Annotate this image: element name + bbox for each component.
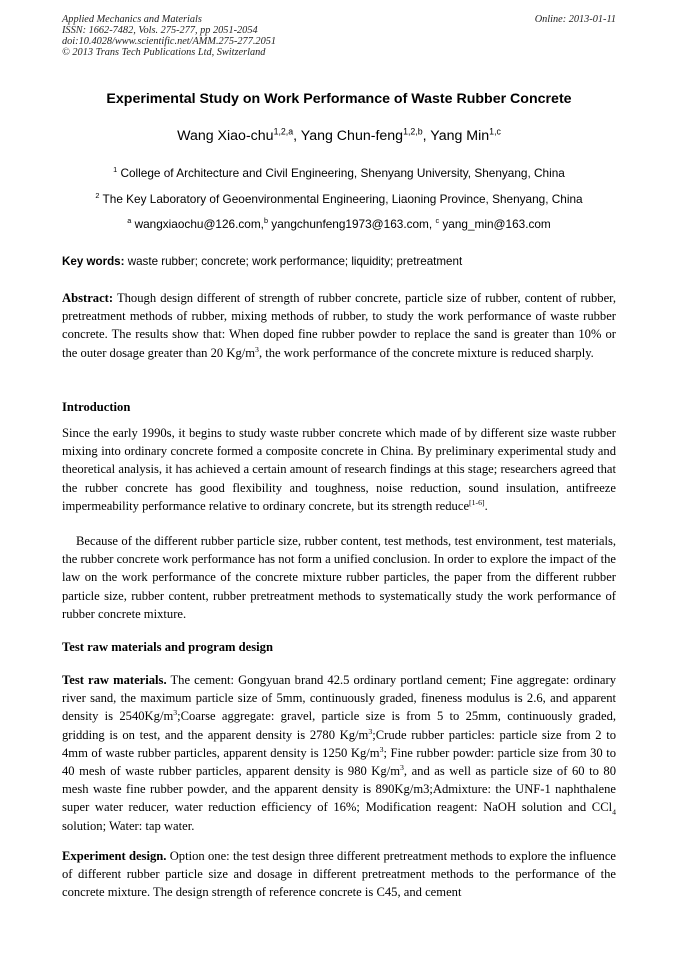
journal-name: Applied Mechanics and Materials bbox=[62, 14, 202, 25]
keywords-label: Key words: bbox=[62, 255, 125, 268]
issn-line: ISSN: 1662-7482, Vols. 275-277, pp 2051-2054 bbox=[62, 25, 258, 36]
affiliation-2 bbox=[0, 192, 678, 206]
abstract-label: Abstract: bbox=[62, 291, 114, 305]
raw-materials-text: ;Coarse aggregate: gravel, particle size is from 5 to 25mm, continuously graded, gridding is on test, and the apparent density is 2780 Kg/m bbox=[62, 709, 617, 742]
doi-line: doi:10.4028/www.scientific.net/AMM.275-277.2051 bbox=[62, 36, 277, 47]
affiliation-superscript: 1 bbox=[113, 165, 118, 175]
author-superscript: 1,2,b bbox=[403, 126, 423, 137]
email-link[interactable]: yang_min@163.com bbox=[442, 217, 551, 231]
citation-ref[interactable]: [1-6] bbox=[469, 497, 485, 507]
email-superscript: b bbox=[263, 216, 269, 226]
email-link[interactable]: yangchunfeng1973@163.com, bbox=[271, 217, 433, 231]
author-superscript: 1,c bbox=[489, 126, 501, 137]
raw-materials-paragraph bbox=[62, 671, 616, 835]
keywords bbox=[62, 255, 616, 268]
raw-materials-label: Test raw materials. bbox=[62, 673, 167, 687]
affiliation-1 bbox=[0, 166, 678, 180]
section-heading: Test raw materials and program design bbox=[62, 640, 273, 654]
author-emails bbox=[0, 217, 678, 231]
raw-materials-text: ; Fine rubber powder: particle size from 30 to 40 mesh of waste rubber particles, apparent density is 980 Kg/m bbox=[62, 745, 616, 779]
experiment-design-paragraph bbox=[62, 847, 616, 902]
copyright-line: © 2013 Trans Tech Publications Ltd, Switzerland bbox=[62, 47, 266, 58]
online-date: Online: 2013-01-11 bbox=[534, 14, 616, 25]
paper-title: Experimental Study on Work Performance of Waste Rubber Concrete bbox=[106, 91, 572, 107]
author-superscript: 1,2,a bbox=[273, 126, 294, 137]
raw-materials-text: The cement: Gongyuan brand 42.5 ordinary portland cement; Fine aggregate: ordinary river sand, the maximum particle size of 5mm, continuously graded, fineness modulus is 2.6, and apparent density is 2540Kg/m bbox=[62, 673, 617, 724]
unit-superscript: 3 bbox=[379, 744, 384, 754]
intro-text-end: . bbox=[484, 498, 488, 513]
introduction-paragraph-2: Because of the different rubber particle size, rubber content, test methods, test environment, test materials, the rubber concrete work performance has not form a unified conclusion. In order to explore the impact of the law on the work performance of the concrete mixture rubber particles, the paper from the different rubber particle size, rubber content, rubber pretreatment methods to systematically study the work performance of rubber concrete mixture. bbox=[62, 534, 616, 621]
author-name: Wang Xiao-chu bbox=[177, 128, 274, 144]
email-link[interactable]: wangxiaochu@126.com, bbox=[134, 217, 264, 231]
raw-materials-text: solution; Water: tap water. bbox=[62, 818, 195, 833]
experiment-design-label: Experiment design. bbox=[62, 849, 167, 863]
introduction-heading: Introduction bbox=[62, 400, 131, 414]
keywords-text: waste rubber; concrete; work performance; liquidity; pretreatment bbox=[127, 255, 463, 268]
affiliation-superscript: 2 bbox=[95, 191, 100, 201]
email-superscript: c bbox=[435, 216, 440, 226]
abstract-superscript: 3 bbox=[255, 344, 259, 354]
unit-superscript: 3 bbox=[368, 726, 373, 736]
affiliation-text: The Key Laboratory of Geoenvironmental Engineering, Liaoning Province, Shenyang, China bbox=[102, 192, 583, 206]
unit-superscript: 3 bbox=[173, 708, 178, 718]
raw-materials-text: , and as well as particle size of 60 to 80 mesh waste fine rubber powder, and the apparent density is 890Kg/m3;Admixture: the UNF-1 naphthalene super water reducer, water reduction efficiency of 16%; Modification reagent: NaOH solution and CCl bbox=[62, 764, 616, 815]
experiment-design-text: Option one: the test design three different pretreatment methods to explore the influence of different rubber particle size and dosage in different pretreatment methods to the performance of the concrete mixture. The design strength of reference concrete is C45, and cement bbox=[62, 849, 617, 900]
affiliation-text: College of Architecture and Civil Engineering, Shenyang University, Shenyang, China bbox=[120, 166, 565, 180]
raw-materials-text: ;Crude rubber particles: particle size from 2 to 4mm of waste rubber particles, apparent density is 1250 Kg/m bbox=[62, 727, 617, 760]
intro-text: Since the early 1990s, it begins to study waste rubber concrete which made of by different size waste rubber mixing into ordinary concrete formed a composite concrete in China. By preliminary experimental study and theoretical analysis, it has achieved a certain amount of research findings at this stage; researchers agreed that the rubber concrete has good flexibility and toughness, noise reduction, sound insulation, antifreeze impermeability performance relative to ordinary concrete, but its strength reduce bbox=[62, 426, 616, 513]
author-name: Yang Chun-feng bbox=[300, 128, 404, 144]
abstract-text-end: , the work performance of the concrete mixture is reduced sharply. bbox=[258, 345, 594, 360]
author-name: Yang Min bbox=[430, 128, 490, 144]
author-list: Wang Xiao-chu$^{1,2,a}$, Yang Chun-feng$^{1,2,b}$, Yang Min$^{1,c}$ bbox=[177, 126, 501, 144]
introduction-paragraph-1 bbox=[62, 424, 616, 515]
email-superscript: a bbox=[127, 216, 132, 226]
abstract-text: Though design different of strength of rubber concrete, particle size of rubber, content of rubber, pretreatment methods of rubber, mixing methods of rubber, to study the work performance of waste rubber concrete. The results show that: When doped fine rubber powder to replace the sand is greater than 10% or the outer dosage greater than 20 Kg/m bbox=[62, 291, 617, 360]
journal-header bbox=[62, 14, 616, 58]
abstract bbox=[62, 289, 616, 362]
formula-subscript: 4 bbox=[612, 807, 616, 817]
unit-superscript: 3 bbox=[400, 762, 404, 772]
